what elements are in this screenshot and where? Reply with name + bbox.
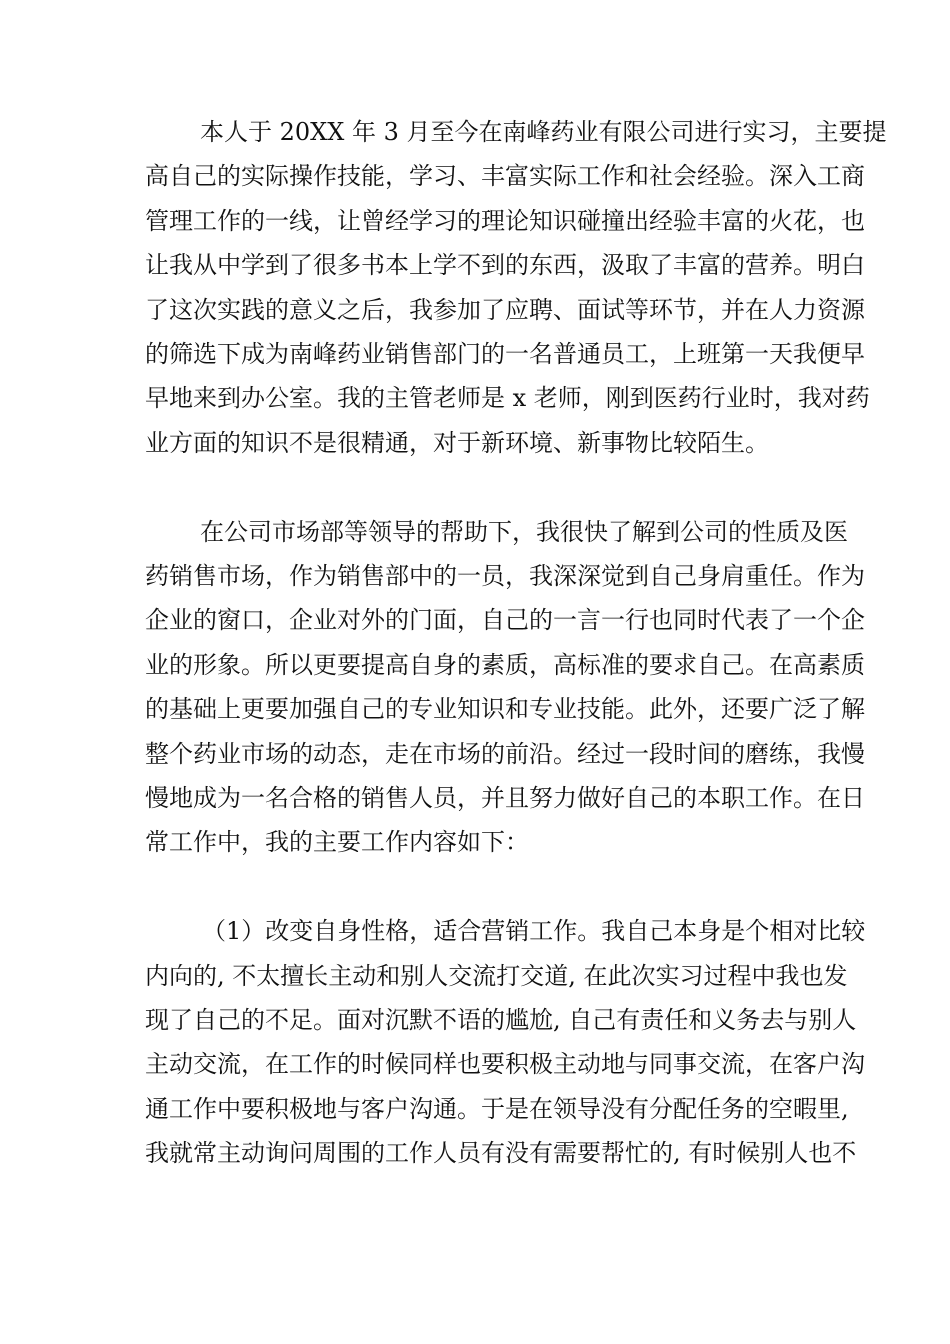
text-line: 在公司市场部等领导的帮助下，我很快了解到公司的性质及医 [200, 518, 848, 546]
text-line: 让我从中学到了很多书本上学不到的东西，汲取了丰富的营养。明白 [145, 251, 865, 279]
text-line: 内向的, 不太擅长主动和别人交流打交道, 在此次实习过程中我也发 [145, 962, 848, 990]
text-line: 企业的窗口，企业对外的门面，自己的一言一行也同时代表了一个企 [145, 606, 865, 634]
text-line: 现了自己的不足。面对沉默不语的尴尬, 自己有责任和义务去与别人 [145, 1006, 857, 1034]
text-line: 整个药业市场的动态，走在市场的前沿。经过一段时间的磨练，我慢 [145, 740, 865, 768]
text-line: 通工作中要积极地与客户沟通。于是在领导没有分配任务的空暇里, [145, 1095, 849, 1123]
text-line: 的基础上更要加强自己的专业知识和专业技能。此外，还要广泛了解 [145, 695, 865, 723]
text-line: 早地来到办公室。我的主管老师是 x 老师，刚到医药行业时，我对药 [145, 384, 870, 412]
text-line: 本人于 20XX 年 3 月至今在南峰药业有限公司进行实习，主要提 [200, 118, 887, 146]
text-line: 药销售市场，作为销售部中的一员，我深深觉到自己身肩重任。作为 [145, 562, 865, 590]
text-line: （1）改变自身性格，适合营销工作。我自己本身是个相对比较 [202, 917, 866, 945]
text-line: 慢地成为一名合格的销售人员，并且努力做好自己的本职工作。在日 [145, 784, 865, 812]
text-line: 高自己的实际操作技能，学习、丰富实际工作和社会经验。深入工商 [145, 162, 865, 190]
text-line: 了这次实践的意义之后，我参加了应聘、面试等环节，并在人力资源 [145, 296, 865, 324]
text-line: 业的形象。所以更要提高自身的素质，高标准的要求自己。在高素质 [145, 651, 865, 679]
text-line: 业方面的知识不是很精通，对于新环境、新事物比较陌生。 [145, 429, 769, 457]
text-line: 常工作中，我的主要工作内容如下： [145, 828, 529, 856]
text-line: 管理工作的一线，让曾经学习的理论知识碰撞出经验丰富的火花，也 [145, 207, 865, 235]
text-line: 主动交流，在工作的时候同样也要积极主动地与同事交流，在客户沟 [145, 1050, 865, 1078]
text-line: 我就常主动询问周围的工作人员有没有需要帮忙的, 有时候别人也不 [145, 1139, 857, 1167]
text-line: 的筛选下成为南峰药业销售部门的一名普通员工，上班第一天我便早 [145, 340, 865, 368]
